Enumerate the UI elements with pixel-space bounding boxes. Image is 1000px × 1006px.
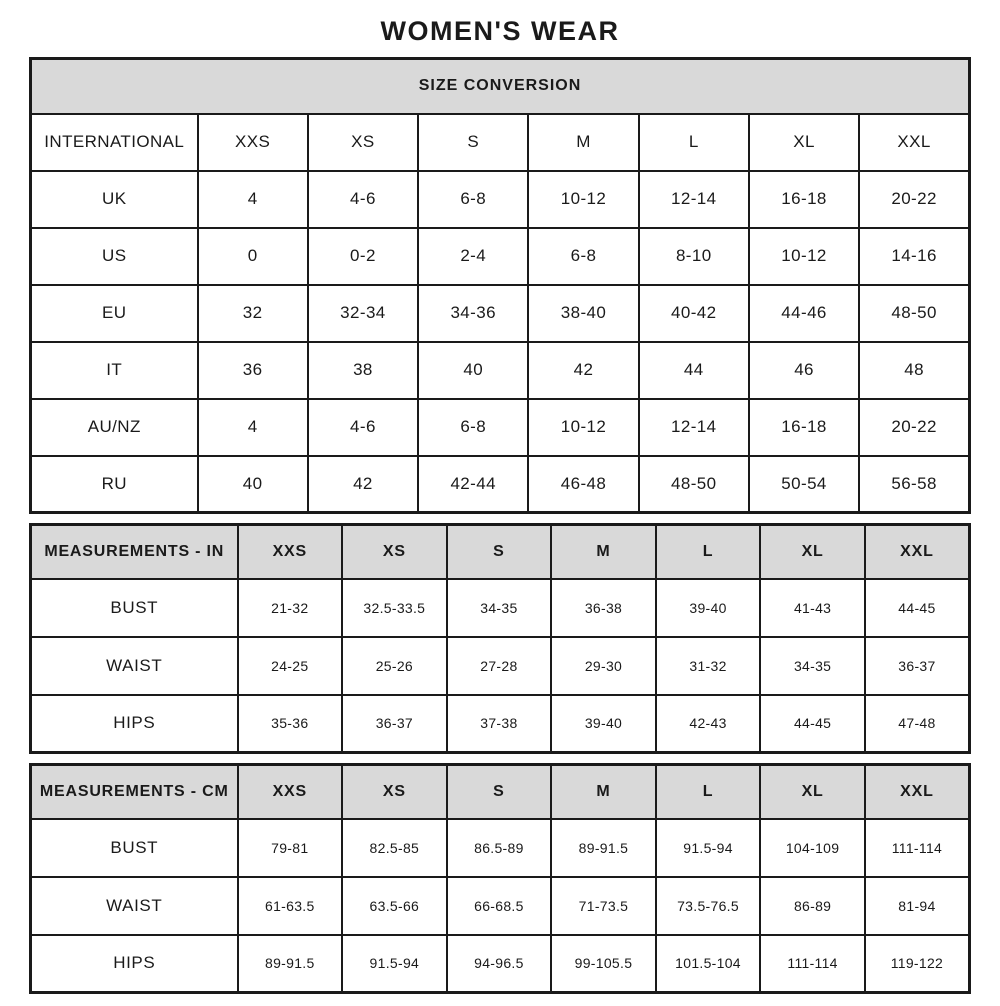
column-header: S bbox=[447, 765, 552, 819]
value-cell: 50-54 bbox=[749, 456, 859, 513]
column-header: XXL bbox=[865, 525, 970, 579]
value-cell: 47-48 bbox=[865, 695, 970, 753]
value-cell: 42-43 bbox=[656, 695, 761, 753]
value-cell: 44-46 bbox=[749, 285, 859, 342]
value-cell: 0 bbox=[198, 228, 308, 285]
value-cell: 24-25 bbox=[238, 637, 343, 695]
value-cell: 48 bbox=[859, 342, 969, 399]
value-cell: 99-105.5 bbox=[551, 935, 656, 993]
column-header: XXS bbox=[238, 765, 343, 819]
value-cell: 39-40 bbox=[656, 579, 761, 637]
row-label: WAIST bbox=[31, 637, 238, 695]
value-cell: 12-14 bbox=[639, 171, 749, 228]
value-cell: 44-45 bbox=[760, 695, 865, 753]
value-cell: 6-8 bbox=[418, 399, 528, 456]
value-cell: 16-18 bbox=[749, 399, 859, 456]
value-cell: 94-96.5 bbox=[447, 935, 552, 993]
column-header: M bbox=[528, 114, 638, 171]
value-cell: 111-114 bbox=[760, 935, 865, 993]
value-cell: 42 bbox=[308, 456, 418, 513]
value-cell: 63.5-66 bbox=[342, 877, 447, 935]
table-row bbox=[31, 579, 970, 637]
table-row bbox=[31, 228, 970, 285]
value-cell: 40 bbox=[418, 342, 528, 399]
value-cell: 34-36 bbox=[418, 285, 528, 342]
column-header: XXL bbox=[865, 765, 970, 819]
columns-row bbox=[31, 114, 970, 171]
value-cell: 46-48 bbox=[528, 456, 638, 513]
row-label: HIPS bbox=[31, 935, 238, 993]
column-header: XS bbox=[342, 525, 447, 579]
value-cell: 31-32 bbox=[656, 637, 761, 695]
column-header: XL bbox=[749, 114, 859, 171]
value-cell: 86-89 bbox=[760, 877, 865, 935]
value-cell: 32-34 bbox=[308, 285, 418, 342]
value-cell: 21-32 bbox=[238, 579, 343, 637]
value-cell: 40-42 bbox=[639, 285, 749, 342]
row-label: AU/NZ bbox=[31, 399, 198, 456]
column-header: S bbox=[447, 525, 552, 579]
column-header: S bbox=[418, 114, 528, 171]
table-row bbox=[31, 877, 970, 935]
value-cell: 38-40 bbox=[528, 285, 638, 342]
value-cell: 4-6 bbox=[308, 171, 418, 228]
table-row bbox=[31, 695, 970, 753]
table-title-cell: MEASUREMENTS - IN bbox=[31, 525, 238, 579]
value-cell: 10-12 bbox=[528, 399, 638, 456]
value-cell: 91.5-94 bbox=[656, 819, 761, 877]
value-cell: 10-12 bbox=[528, 171, 638, 228]
column-header: XL bbox=[760, 525, 865, 579]
page-title: WOMEN'S WEAR bbox=[380, 16, 620, 46]
column-header: XS bbox=[342, 765, 447, 819]
value-cell: 38 bbox=[308, 342, 418, 399]
measurements-cm-table bbox=[29, 763, 971, 994]
value-cell: 8-10 bbox=[639, 228, 749, 285]
value-cell: 4-6 bbox=[308, 399, 418, 456]
table-row bbox=[31, 342, 970, 399]
value-cell: 0-2 bbox=[308, 228, 418, 285]
column-header: M bbox=[551, 765, 656, 819]
value-cell: 2-4 bbox=[418, 228, 528, 285]
measurements-in-table bbox=[29, 523, 971, 754]
value-cell: 44 bbox=[639, 342, 749, 399]
row-label: BUST bbox=[31, 579, 238, 637]
value-cell: 29-30 bbox=[551, 637, 656, 695]
value-cell: 36-38 bbox=[551, 579, 656, 637]
row-label: UK bbox=[31, 171, 198, 228]
row-label: EU bbox=[31, 285, 198, 342]
value-cell: 14-16 bbox=[859, 228, 969, 285]
value-cell: 42 bbox=[528, 342, 638, 399]
value-cell: 12-14 bbox=[639, 399, 749, 456]
table-row bbox=[31, 456, 970, 513]
table-row bbox=[31, 637, 970, 695]
column-header: XXL bbox=[859, 114, 969, 171]
table-row bbox=[31, 935, 970, 993]
value-cell: 36 bbox=[198, 342, 308, 399]
row-label: IT bbox=[31, 342, 198, 399]
value-cell: 6-8 bbox=[528, 228, 638, 285]
row-label: US bbox=[31, 228, 198, 285]
row-label: WAIST bbox=[31, 877, 238, 935]
value-cell: 34-35 bbox=[760, 637, 865, 695]
table-title-cell: MEASUREMENTS - CM bbox=[31, 765, 238, 819]
value-cell: 48-50 bbox=[639, 456, 749, 513]
value-cell: 34-35 bbox=[447, 579, 552, 637]
header-row bbox=[31, 765, 970, 819]
value-cell: 71-73.5 bbox=[551, 877, 656, 935]
column-header: XXS bbox=[198, 114, 308, 171]
row-label: BUST bbox=[31, 819, 238, 877]
header-row bbox=[31, 525, 970, 579]
value-cell: 27-28 bbox=[447, 637, 552, 695]
column-header: L bbox=[639, 114, 749, 171]
table-row bbox=[31, 285, 970, 342]
value-cell: 56-58 bbox=[859, 456, 969, 513]
value-cell: 101.5-104 bbox=[656, 935, 761, 993]
value-cell: 119-122 bbox=[865, 935, 970, 993]
column-header: XS bbox=[308, 114, 418, 171]
value-cell: 46 bbox=[749, 342, 859, 399]
value-cell: 32 bbox=[198, 285, 308, 342]
section-header-row bbox=[31, 59, 970, 114]
value-cell: 25-26 bbox=[342, 637, 447, 695]
value-cell: 89-91.5 bbox=[551, 819, 656, 877]
value-cell: 81-94 bbox=[865, 877, 970, 935]
column-header: XL bbox=[760, 765, 865, 819]
value-cell: 40 bbox=[198, 456, 308, 513]
column-header: M bbox=[551, 525, 656, 579]
value-cell: 41-43 bbox=[760, 579, 865, 637]
column-header: XXS bbox=[238, 525, 343, 579]
value-cell: 4 bbox=[198, 399, 308, 456]
value-cell: 36-37 bbox=[865, 637, 970, 695]
value-cell: 86.5-89 bbox=[447, 819, 552, 877]
table-row bbox=[31, 171, 970, 228]
value-cell: 20-22 bbox=[859, 399, 969, 456]
value-cell: 4 bbox=[198, 171, 308, 228]
value-cell: 104-109 bbox=[760, 819, 865, 877]
table-row bbox=[31, 819, 970, 877]
value-cell: 32.5-33.5 bbox=[342, 579, 447, 637]
value-cell: 20-22 bbox=[859, 171, 969, 228]
value-cell: 10-12 bbox=[749, 228, 859, 285]
column-header: INTERNATIONAL bbox=[31, 114, 198, 171]
size-conversion-table bbox=[29, 57, 971, 514]
value-cell: 42-44 bbox=[418, 456, 528, 513]
value-cell: 66-68.5 bbox=[447, 877, 552, 935]
value-cell: 82.5-85 bbox=[342, 819, 447, 877]
value-cell: 89-91.5 bbox=[238, 935, 343, 993]
table-row bbox=[31, 399, 970, 456]
value-cell: 36-37 bbox=[342, 695, 447, 753]
value-cell: 37-38 bbox=[447, 695, 552, 753]
value-cell: 61-63.5 bbox=[238, 877, 343, 935]
size-conversion-header: SIZE CONVERSION bbox=[31, 59, 970, 114]
row-label: HIPS bbox=[31, 695, 238, 753]
value-cell: 39-40 bbox=[551, 695, 656, 753]
column-header: L bbox=[656, 765, 761, 819]
value-cell: 79-81 bbox=[238, 819, 343, 877]
row-label: RU bbox=[31, 456, 198, 513]
value-cell: 44-45 bbox=[865, 579, 970, 637]
column-header: L bbox=[656, 525, 761, 579]
value-cell: 6-8 bbox=[418, 171, 528, 228]
value-cell: 35-36 bbox=[238, 695, 343, 753]
value-cell: 73.5-76.5 bbox=[656, 877, 761, 935]
value-cell: 111-114 bbox=[865, 819, 970, 877]
value-cell: 91.5-94 bbox=[342, 935, 447, 993]
value-cell: 16-18 bbox=[749, 171, 859, 228]
value-cell: 48-50 bbox=[859, 285, 969, 342]
